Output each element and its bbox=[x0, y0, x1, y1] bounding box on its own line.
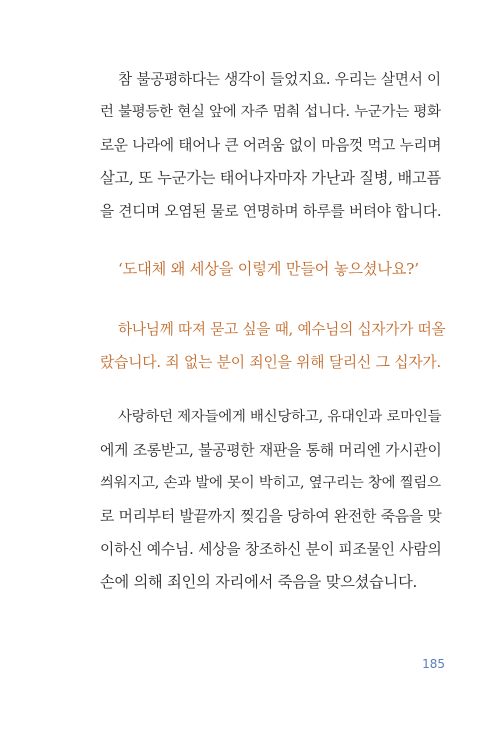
text-line: 을 견디며 오염된 물로 연명하며 하루를 버텨야 합니다. bbox=[100, 203, 442, 220]
page-number: 185 bbox=[422, 657, 445, 671]
text-line: 손에 의해 죄인의 자리에서 죽음을 맞으셨습니다. bbox=[100, 573, 418, 591]
text-line: 사랑하던 제자들에게 배신당하고, 유대인과 로마인들 bbox=[118, 409, 442, 425]
text-line: 에게 조롱받고, 불공평한 재판을 통해 머리엔 가시관이 bbox=[100, 442, 442, 459]
paragraph-cross bbox=[100, 313, 445, 379]
paragraph-passion bbox=[100, 401, 445, 599]
text-line: 하나님께 따져 묻고 싶을 때, 예수님의 십자가가 떠올 bbox=[118, 321, 446, 338]
paragraph-question bbox=[100, 253, 445, 286]
text-line: ‘도대체 왜 세상을 이렇게 만들어 놓으셨나요?’ bbox=[118, 260, 419, 278]
text-line: 살고, 또 누군가는 태어나자마자 가난과 질병, 배고픔 bbox=[100, 169, 441, 187]
text-line: 랐습니다. 죄 없는 분이 죄인을 위해 달리신 그 십자가. bbox=[100, 354, 442, 371]
text-line: 로 머리부터 발끝까지 찢김을 당하여 완전한 죽음을 맞 bbox=[100, 508, 442, 525]
text-line: 런 불평등한 현실 앞에 자주 멈춰 섭니다. 누군가는 평화 bbox=[100, 104, 441, 120]
text-line: 씌워지고, 손과 발에 못이 박히고, 옆구리는 창에 찔림으 bbox=[100, 475, 441, 491]
paragraph-intro bbox=[100, 63, 445, 228]
text-line: 이하신 예수님. 세상을 창조하신 분이 피조물인 사람의 bbox=[100, 541, 442, 558]
text-line: 참 불공평하다는 생각이 들었지요. 우리는 살면서 이 bbox=[118, 71, 441, 88]
text-line: 로운 나라에 태어나 큰 어려움 없이 마음껏 먹고 누리며 bbox=[100, 137, 442, 154]
